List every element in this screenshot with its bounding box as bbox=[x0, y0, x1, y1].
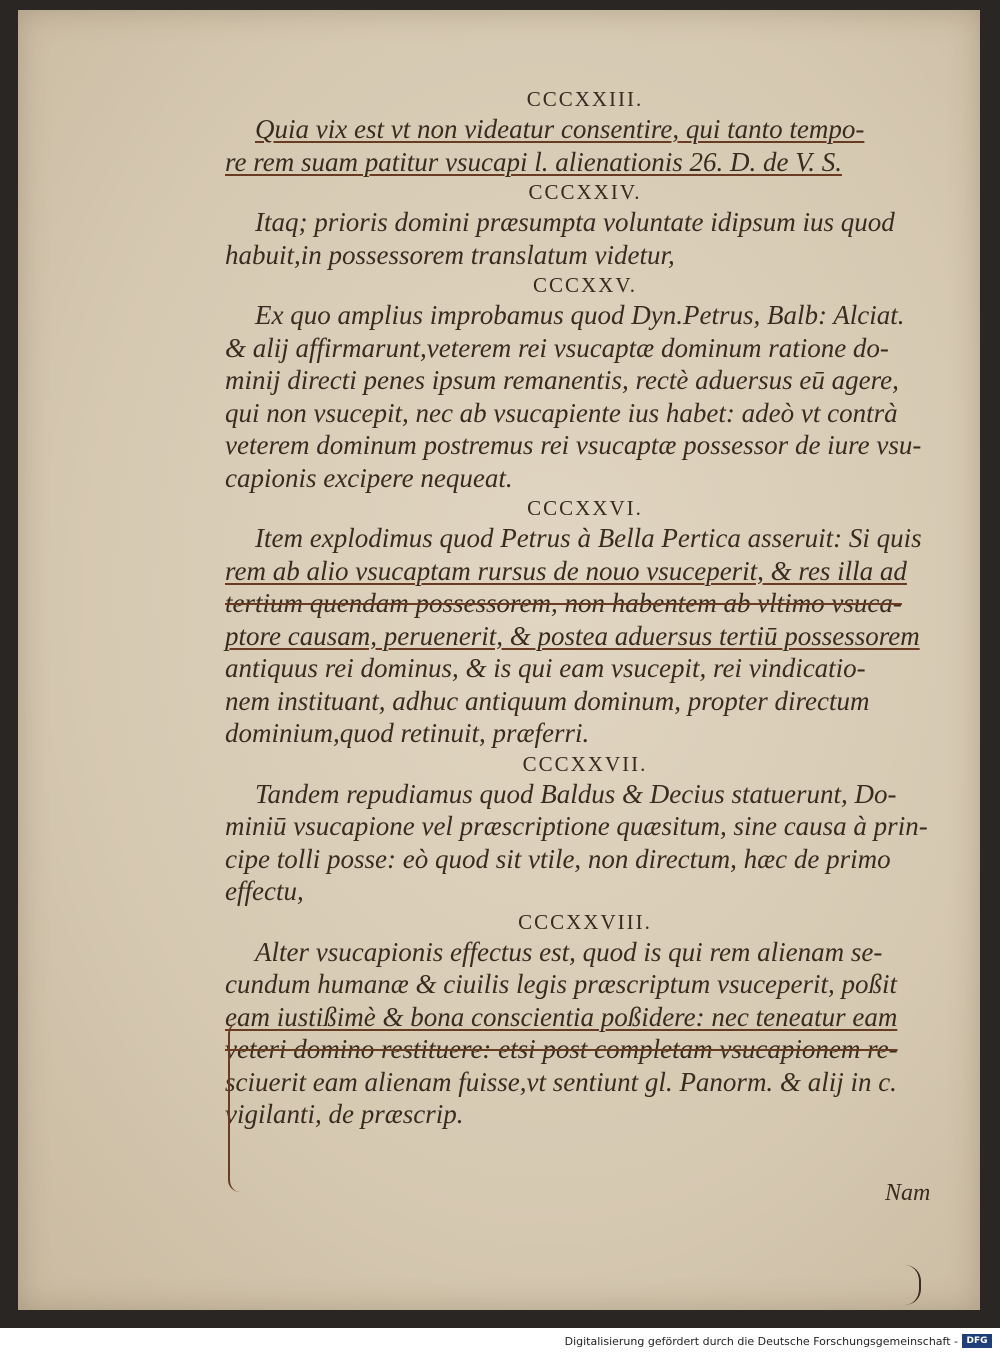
text-line: vigilanti, de præscrip. bbox=[225, 1099, 464, 1129]
text-line: dominium,quod retinuit, præferri. bbox=[225, 718, 590, 748]
text-line: Tandem repudiamus quod Baldus & Decius statuerunt, Do- bbox=[255, 778, 897, 809]
text-line: & alij affirmarunt,veterem rei vsucaptæ dominum ratione do- bbox=[225, 332, 889, 363]
text-line: veterem dominum postremus rei vsucaptæ possessor de iure vsu- bbox=[225, 430, 922, 460]
text-line: ptore causam, peruenerit, & postea aduersus tertiū possessorem bbox=[225, 620, 920, 651]
text-line: qui non vsucepit, nec ab vsucapiente ius habet: adeò vt contrà bbox=[225, 397, 898, 428]
text-line: veteri domino restituere: etsi post completam vsucapionem re- bbox=[225, 1034, 898, 1064]
text-line: rem ab alio vsucaptam rursus de nouo vsuceperit, & res illa ad bbox=[225, 555, 907, 586]
text-line: cipe tolli posse: eò quod sit vtile, non directum, hæc de primo bbox=[225, 843, 891, 874]
section-numeral: CCCXXVIII. bbox=[518, 909, 652, 934]
section-numeral: CCCXXVI. bbox=[527, 496, 643, 520]
text-line: miniū vsucapione vel præscriptione quæsitum, sine causa à prin- bbox=[225, 811, 928, 841]
footer-credit: Digitalisierung gefördert durch die Deutsche Forschungsgemeinschaft - bbox=[564, 1335, 958, 1348]
text-line: minij directi penes ipsum remanentis, rectè aduersus eū agere, bbox=[225, 365, 899, 395]
text-line: capionis excipere nequeat. bbox=[225, 462, 513, 493]
section-numeral: CCCXXIII. bbox=[526, 87, 644, 111]
text-line: effectu, bbox=[225, 876, 304, 906]
text-line: habuit,in possessorem translatum videtur, bbox=[225, 239, 675, 270]
margin-brace-annotation bbox=[228, 1022, 248, 1192]
catchword: Nam bbox=[885, 1180, 931, 1206]
text-line: Quia vix est vt non videatur consentire, qui tanto tempo- bbox=[255, 114, 865, 144]
text-line: cundum humanæ & ciuilis legis præscriptum vsuceperit, poßit bbox=[225, 969, 897, 999]
text-line: antiquus rei dominus, & is qui eam vsucepit, rei vindicatio- bbox=[225, 653, 866, 683]
text-line: Ex quo amplius improbamus quod Dyn.Petrus, Balb: Alciat. bbox=[255, 300, 905, 330]
text-line: Item explodimus quod Petrus à Bella Pertica asseruit: Si quis bbox=[255, 523, 922, 553]
text-line: tertium quendam possessorem, non habentem ab vltimo vsuca- bbox=[225, 588, 902, 618]
section-numeral: CCCXXIV. bbox=[528, 180, 642, 204]
dfg-logo-icon: DFG bbox=[962, 1334, 992, 1348]
section-numeral: CCCXXV. bbox=[532, 273, 638, 297]
text-line: Itaq; prioris domini præsumpta voluntate idipsum ius quod bbox=[255, 207, 895, 237]
text-line: eam iustißimè & bona conscientia poßidere: nec teneatur eam bbox=[225, 1001, 898, 1032]
text-line: nem instituant, adhuc antiquum dominum, propter directum bbox=[225, 685, 870, 716]
section-numeral: CCCXXVII. bbox=[522, 751, 648, 776]
text-line: sciuerit eam alienam fuisse,vt sentiunt gl. Panorm. & alij in c. bbox=[225, 1066, 897, 1097]
text-line: Alter vsucapionis effectus est, quod is qui rem alienam se- bbox=[255, 936, 883, 967]
text-line: re rem suam patitur vsucapi l. alienationis 26. D. de V. S. bbox=[225, 146, 842, 177]
page-text bbox=[225, 85, 945, 1131]
